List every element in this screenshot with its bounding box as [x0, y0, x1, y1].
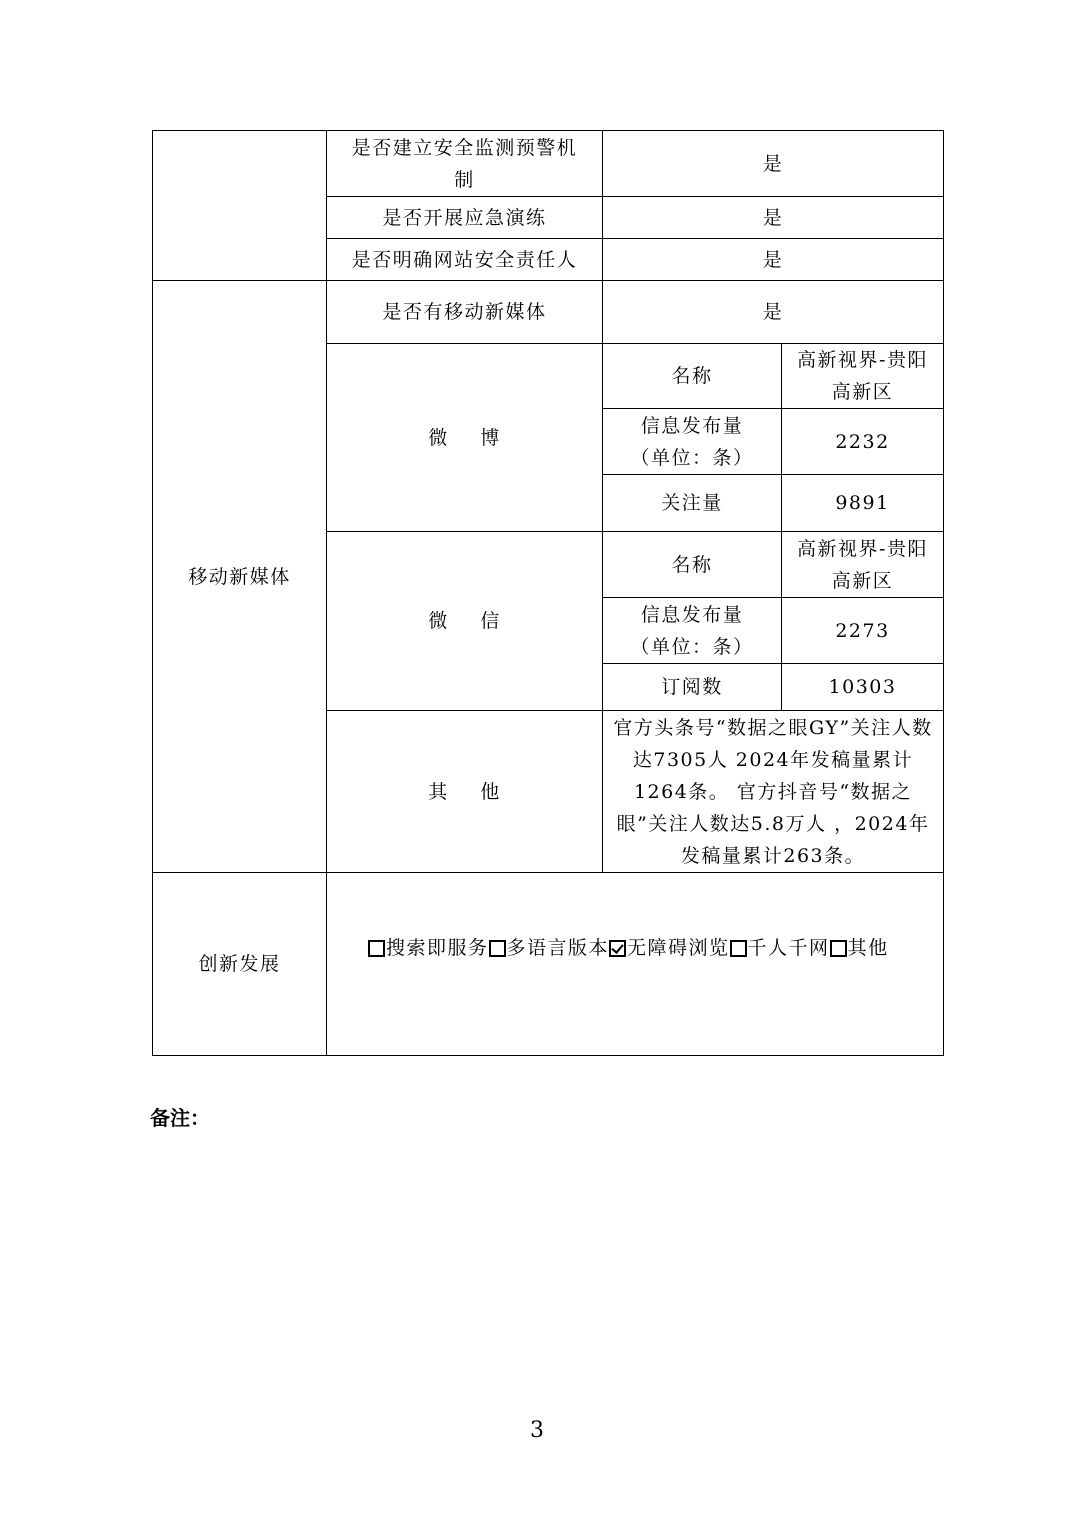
- weibo-label: 微 博: [327, 344, 603, 532]
- weibo-posts-label: 信息发布量（单位：条）: [603, 409, 782, 475]
- wechat-posts-value: 2273: [782, 598, 944, 664]
- monitoring-label: 是否建立安全监测预警机制: [327, 131, 603, 197]
- weibo-followers-label: 关注量: [603, 475, 782, 532]
- mobile-section-label: 移动新媒体: [153, 281, 327, 873]
- monitoring-value: 是: [603, 131, 944, 197]
- innovation-label: 创新发展: [153, 873, 327, 1056]
- has-mobile-value: 是: [603, 281, 944, 344]
- weibo-posts-value: 2232: [782, 409, 944, 475]
- option-accessibility[interactable]: 无障碍浏览: [609, 932, 730, 964]
- report-table: [152, 130, 944, 1056]
- wechat-posts-label: 信息发布量（单位：条）: [603, 598, 782, 664]
- checkbox-search-as-service[interactable]: [368, 940, 385, 957]
- page-number: 3: [530, 1418, 544, 1443]
- responsible-label: 是否明确网站安全责任人: [327, 239, 603, 281]
- other-label: 其 他: [327, 711, 603, 873]
- drill-value: 是: [603, 197, 944, 239]
- drill-label: 是否开展应急演练: [327, 197, 603, 239]
- innovation-options: [368, 932, 889, 967]
- remark-label: 备注：: [150, 1106, 210, 1130]
- weibo-name-label: 名称: [603, 344, 782, 409]
- wechat-subscribers-value: 10303: [782, 664, 944, 711]
- weibo-name-value: 高新视界-贵阳高新区: [782, 344, 944, 409]
- security-section-cell: [153, 131, 327, 281]
- option-search-as-service[interactable]: 搜索即服务: [368, 932, 489, 964]
- wechat-label: 微 信: [327, 532, 603, 711]
- has-mobile-label: 是否有移动新媒体: [327, 281, 603, 344]
- other-text: 官方头条号“数据之眼GY”关注人数达7305人 2024年发稿量累计1264条。 官方抖音号“数据之眼”关注人数达5.8万人 ，2024年发稿量累计263条。: [603, 711, 944, 873]
- wechat-name-label: 名称: [603, 532, 782, 598]
- responsible-value: 是: [603, 239, 944, 281]
- wechat-subscribers-label: 订阅数: [603, 664, 782, 711]
- checkbox-other[interactable]: [830, 940, 847, 957]
- weibo-followers-value: 9891: [782, 475, 944, 532]
- option-other[interactable]: 其他: [830, 932, 889, 964]
- wechat-name-value: 高新视界-贵阳高新区: [782, 532, 944, 598]
- option-multi-language[interactable]: 多语言版本: [489, 932, 610, 964]
- option-personalized[interactable]: 千人千网: [730, 932, 830, 964]
- checkbox-accessibility[interactable]: [609, 940, 626, 957]
- checkbox-personalized[interactable]: [730, 940, 747, 957]
- checkbox-multi-language[interactable]: [489, 940, 506, 957]
